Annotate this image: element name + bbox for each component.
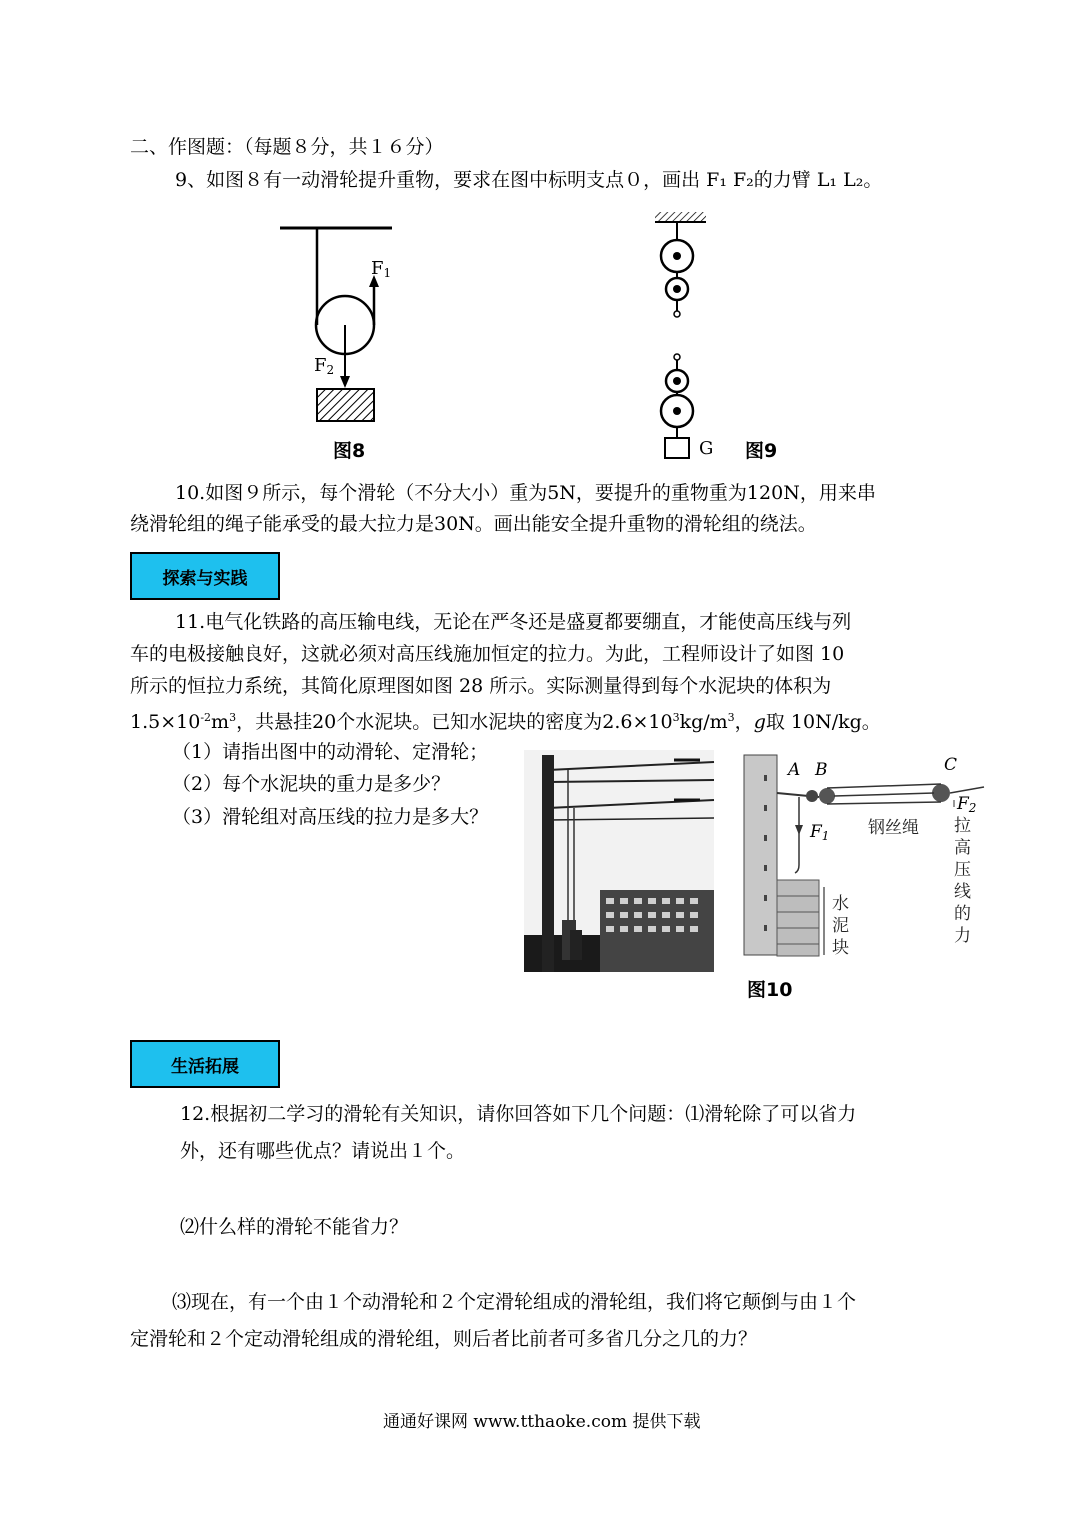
question-9 (175, 168, 882, 192)
label-steel-rope: 钢丝绳 (868, 818, 919, 838)
question-11-sub3: （3）滑轮组对高压线的拉力是多大？ (172, 806, 489, 828)
weight-block (317, 389, 374, 421)
label-b: B (815, 760, 828, 780)
question-11-line4: $1.5\times 10^{-2}m^3$，共悬挂20个水泥块。已知水泥块的密度为$2.6\times 10^3kg/m^3$，g取 10N/kg。 (130, 711, 881, 733)
question-10-line2: 绕滑轮组的绳子能承受的最大拉力是30N。画出能安全提升重物的滑轮组的绕法。 (130, 513, 817, 535)
label-cement-block: 水泥块 (832, 894, 849, 958)
question-12-part3-line2: 定滑轮和２个定动滑轮组成的滑轮组，则后者比前者可多省几分之几的力？ (130, 1328, 758, 1350)
label-pull-force: 拉高压线的力 (954, 816, 971, 946)
figure-8-caption: 图8 (333, 440, 366, 462)
weight-g-label: G (699, 438, 714, 459)
load-box (665, 438, 689, 458)
question-9-forces: F₁ F₂的力臂 L₁ L₂。 (706, 169, 883, 191)
cement-blocks (777, 880, 819, 956)
question-12-part2: ⑵什么样的滑轮不能省力？ (180, 1216, 409, 1238)
fixed-support (655, 212, 706, 222)
question-11-sub1: （1）请指出图中的动滑轮、定滑轮； (172, 741, 489, 763)
section-banner-life: 生活拓展 (130, 1040, 280, 1088)
pulley-a (806, 790, 818, 802)
section-header: 二、作图题：（每题８分，共１６分） (130, 136, 444, 158)
question-11-sub2: （2）每个水泥块的重力是多少？ (172, 773, 451, 795)
question-11-line2: 车的电极接触良好，这就必须对高压线施加恒定的拉力。为此，工程师设计了如图 10 (130, 643, 845, 665)
question-10-line1: 10.如图９所示，每个滑轮（不分大小）重为5N，要提升的重物重为120N，用来串 (175, 482, 876, 504)
section-banner-explore: 探索与实践 (130, 552, 280, 600)
label-c: C (944, 755, 958, 775)
question-11-line3: 所示的恒拉力系统，其简化原理图如图 28 所示。实际测量得到每个水泥块的体积为 (130, 675, 832, 697)
figure-10-schematic (744, 755, 989, 960)
question-12-line2: 外，还有哪些优点？请说出１个。 (180, 1140, 466, 1162)
concrete-pole (744, 755, 777, 955)
question-11-line1: 11.电气化铁路的高压输电线，无论在严冬还是盛夏都要绷直，才能使高压线与列 (175, 611, 852, 633)
figure-10-caption: 图10 (747, 979, 793, 1001)
figure-10-photo (524, 750, 714, 972)
figure-8-diagram (270, 215, 410, 430)
f2-arrowhead (340, 376, 350, 388)
pulley-b (819, 788, 835, 804)
label-f1: $F_1$ (810, 822, 830, 843)
question-12-line1: 12.根据初二学习的滑轮有关知识，请你回答如下几个问题：⑴滑轮除了可以省力 (180, 1103, 857, 1125)
f1-label: $F_1$ (371, 258, 392, 280)
page-footer: 通通好课网 www.tthaoke.com 提供下载 (383, 1412, 701, 1432)
question-9-text: 9、如图８有一动滑轮提升重物，要求在图中标明支点０，画出 (175, 169, 701, 191)
label-f2: $F_2$ (957, 794, 977, 815)
f2-label: $F_2$ (314, 355, 335, 377)
pulley-c (932, 784, 950, 802)
label-a: A (788, 760, 801, 780)
pole (542, 755, 554, 972)
figure-9-diagram (650, 208, 710, 463)
question-12-part3-line1: ⑶现在，有一个由１个动滑轮和２个定滑轮组成的滑轮组，我们将它颠倒与由１个 (172, 1291, 857, 1313)
figure-9-caption: 图9 (745, 440, 778, 462)
